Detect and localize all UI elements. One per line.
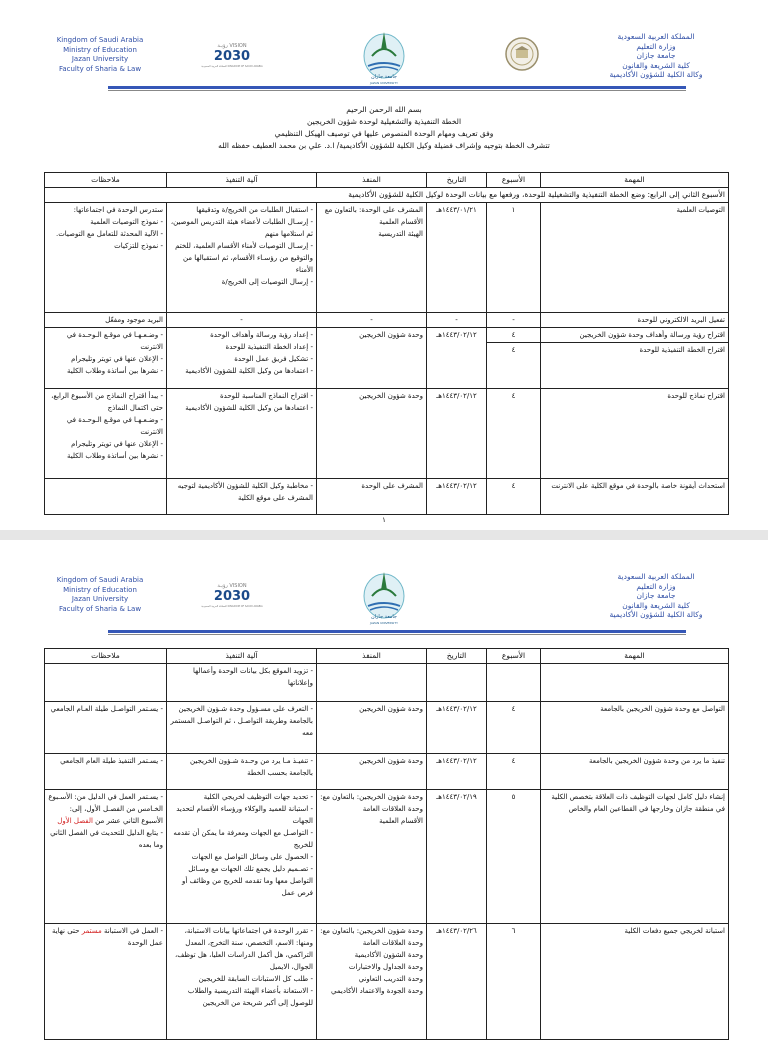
document-page-2 bbox=[0, 540, 768, 1024]
header-line: Kingdom of Saudi Arabia bbox=[56, 36, 144, 44]
jazan-logo-sub: JAZAN UNIVERSITY bbox=[369, 81, 399, 85]
col-task-header: المهمة bbox=[541, 649, 729, 664]
cell-executor bbox=[317, 664, 427, 702]
page-gap bbox=[0, 530, 768, 540]
cell-week: ٤ bbox=[487, 343, 541, 389]
header-arabic-text bbox=[596, 572, 716, 620]
jazan-logo-text: جامعة جازان bbox=[370, 614, 398, 620]
cell-line: وحدة الجداول والاختبارات bbox=[348, 963, 423, 971]
cell-mechanism: - تنفيـذ مـا يرد من وحـدة شـؤون الخريجين بالجامعة بحسب الخطة bbox=[167, 754, 317, 790]
cell-line: - نشرها بين أساتذة وطلاب الكلية bbox=[67, 452, 163, 460]
cell-line bbox=[48, 925, 163, 949]
vision-number: 2030 bbox=[213, 49, 251, 64]
cell-task: التواصل مع وحدة شؤون الخريجين بالجامعة bbox=[541, 702, 729, 754]
cell-line: - يتابع الدليل للتحديث في الفصل الثاني وما بعده bbox=[50, 829, 163, 849]
cell-line: - التواصـل مع الجهات ومعرفة ما يمكن أن تقدمه للخريج bbox=[173, 829, 313, 849]
cell-line: - تشكيل فريق عمل الوحدة bbox=[234, 355, 313, 363]
cell-executor: - bbox=[317, 313, 427, 328]
table-header-row bbox=[45, 173, 729, 188]
cell-week: - bbox=[487, 313, 541, 328]
cell-date: ١٤٤٣/٠٢/١٢هـ bbox=[427, 702, 487, 754]
cell-week bbox=[487, 664, 541, 702]
cell-mechanism bbox=[167, 203, 317, 313]
table-row bbox=[45, 328, 729, 343]
col-notes-header: ملاحظات bbox=[45, 649, 167, 664]
cell-task: تفعيل البريد الالكتروني للوحدة bbox=[541, 313, 729, 328]
cell-line: الأقسام العلمية bbox=[379, 218, 423, 226]
cell-week: ٤ bbox=[487, 702, 541, 754]
cell-task: اقتراح رؤية ورسالة وأهداف وحدة شؤون الخريجين bbox=[541, 328, 729, 343]
cell-notes bbox=[45, 664, 167, 702]
header-line: Faculty of Sharia & Law bbox=[58, 604, 142, 613]
table-span-row bbox=[45, 188, 729, 203]
plan-supervision: تتشرف الخطة بتوجيه وإشراف فضيلة وكيل الكلية للشؤون الأكاديمية/ ا.د. علي بن محمد العطيف حفظه الله bbox=[218, 141, 550, 150]
header-line: كلية الشريعة والقانون bbox=[622, 600, 690, 610]
cell-line: - يبدأ اقتراح النماذج من الأسبوع الرابع، حتى اكتمال النماذج bbox=[51, 392, 163, 412]
cell-line: وحدة العلاقات العامة bbox=[362, 805, 423, 813]
table-row bbox=[45, 479, 729, 515]
faculty-seal-logo bbox=[504, 36, 540, 72]
col-mechanism-header: آلية التنفيذ bbox=[167, 173, 317, 188]
header-line: Faculty of Sharia & Law bbox=[58, 64, 142, 73]
col-date-header: التاريخ bbox=[427, 649, 487, 664]
cell-line: - نموذج للتزكيات bbox=[114, 242, 163, 250]
table-row bbox=[45, 313, 729, 328]
header-line: جامعة جازان bbox=[636, 591, 676, 600]
cell-line: - إرسـال التوصيات لأمناء الأقسام العلمية، للختم والتوقيع من رؤسـاء الأقسام، ثم استقبالها من الأمناء bbox=[175, 242, 313, 274]
cell-line: ستدرس الوحدة في اجتماعاتها: bbox=[73, 206, 163, 214]
cell-week: ٤ bbox=[487, 754, 541, 790]
col-week-header: الأسبوع bbox=[487, 649, 541, 664]
cell-date: - bbox=[427, 313, 487, 328]
cell-line: - تقرر الوحدة في اجتماعاتها بيانات الاستبانة، ومنها: الاسم، التخصص، سنة التخرج، المعدل التراكمي، هل أكمل الدراسات العليا، هل توظف، الجوال، الايميل bbox=[174, 927, 313, 971]
cell-line: - الإعلان عنها في تويتر وتليجرام bbox=[71, 440, 163, 448]
table-row bbox=[45, 203, 729, 313]
vision-label: رؤيـة VISION bbox=[217, 43, 247, 49]
cell-line: - استقبال الطلبات من الخريج/ة وتدقيقها bbox=[196, 206, 313, 214]
cell-line: - إرسـال الطلبات لأعضاء هيئة التدريس الموصين، ثم استلامها منهم bbox=[170, 218, 313, 238]
table-row bbox=[45, 924, 729, 1040]
note-text: - يسـتمر العمل في الدليل من: الأسـبوع الخـامس من الفصـل الأول، إلى: الأسبوع الثاني عشر من bbox=[48, 793, 163, 825]
cell-mechanism bbox=[167, 328, 317, 389]
cell-notes bbox=[45, 389, 167, 479]
col-task-header: المهمة bbox=[541, 173, 729, 188]
cell-notes: البريد موجود ومفعّل bbox=[45, 313, 167, 328]
vision-2030-logo bbox=[201, 580, 263, 610]
col-date-header: التاريخ bbox=[427, 173, 487, 188]
cell-line: - الحصول على وسائل التواصل مع الجهات bbox=[191, 853, 313, 861]
table-row bbox=[45, 790, 729, 924]
page-number: ١ bbox=[382, 516, 386, 524]
cell-line: - إرسال التوصيات إلى الخريج/ة bbox=[221, 278, 313, 286]
note-highlight: الفصل الأول bbox=[57, 817, 93, 825]
cell-line bbox=[48, 791, 163, 827]
cell-notes bbox=[45, 479, 167, 515]
cell-executor bbox=[317, 203, 427, 313]
col-week-header: الأسبوع bbox=[487, 173, 541, 188]
cell-line: - تصـميم دليل يجمع تلك الجهات مع وسـائل التواصل معها وما تقدمه للخريج من وظائف أو فرص عمل bbox=[182, 865, 313, 897]
plan-title: الخطة التنفيذية والتشغيلية لوحدة شؤون الخريجين bbox=[306, 117, 462, 126]
cell-executor: وحدة شؤون الخريجين bbox=[317, 389, 427, 479]
jazan-logo-text: جامعة جازان bbox=[370, 74, 398, 80]
cell-line: - تحديد جهات التوظيف لخريجي الكلية bbox=[203, 793, 313, 801]
cell-executor bbox=[317, 790, 427, 924]
page-header bbox=[0, 0, 768, 100]
cell-line: - الآلية المحدثة للتعامل مع التوصيات. bbox=[55, 230, 163, 238]
basmala: بسم الله الرحمن الرحيم bbox=[346, 105, 422, 114]
page-header bbox=[0, 540, 768, 640]
cell-line: - الاستعانة بأعضاء الهيئة التدريسية والطلاب للوصول إلى أكبر شريحة من الخريجين bbox=[187, 987, 313, 1007]
col-executor-header: المنفذ bbox=[317, 649, 427, 664]
cell-line: - الإعلان عنها في تويتر وتليجرام bbox=[71, 355, 163, 363]
cell-week: ٤ bbox=[487, 389, 541, 479]
cell-line: - نموذج التوصيات العلمية bbox=[90, 218, 163, 226]
header-line: وزارة التعليم bbox=[636, 581, 676, 591]
header-rule-thin bbox=[108, 90, 686, 91]
cell-notes bbox=[45, 328, 167, 389]
header-rule bbox=[108, 86, 686, 89]
cell-executor: المشرف على الوحدة bbox=[317, 479, 427, 515]
table-row bbox=[45, 754, 729, 790]
cell-notes bbox=[45, 203, 167, 313]
cell-task bbox=[541, 664, 729, 702]
cell-week: ٥ bbox=[487, 790, 541, 924]
header-line: جامعة جازان bbox=[636, 51, 676, 60]
cell-week: ٦ bbox=[487, 924, 541, 1040]
header-rule bbox=[108, 630, 686, 633]
vision-sub: المملكة العربية السعودية KINGDOM OF SAUDI ARABIA bbox=[201, 605, 263, 608]
cell-line: المشرف على الوحدة: بالتعاون مع bbox=[324, 206, 423, 214]
cell-task: استحداث أيقونة خاصة بالوحدة في موقع الكلية على الانترنت bbox=[541, 479, 729, 515]
header-line: Ministry of Education bbox=[63, 45, 137, 54]
cell-mechanism bbox=[167, 790, 317, 924]
cell-task: استبانة لخريجي جميع دفعات الكلية bbox=[541, 924, 729, 1040]
cell-task: إنشاء دليل كامل لجهات التوظيف ذات العلاقة بتخصص الكلية في منطقة جازان وخارجها في القطاعين العام والخاص bbox=[541, 790, 729, 924]
cell-mechanism: - التعرف على مسـؤول وحدة شـؤون الخريجين بالجامعة وطريقة التواصـل ، ثم التواصـل المستمر معه bbox=[167, 702, 317, 754]
cell-task: اقتراح نماذج للوحدة bbox=[541, 389, 729, 479]
cell-mechanism: - تزويد الموقع بكل بيانات الوحدة وأعمالها وإعلاناتها bbox=[167, 664, 317, 702]
cell-line: الأقسام العلمية bbox=[379, 817, 423, 825]
cell-date bbox=[427, 664, 487, 702]
cell-date: ١٤٤٣/٠١/٢١هـ bbox=[427, 203, 487, 313]
cell-task: اقتراح الخطة التنفيذية للوحدة bbox=[541, 343, 729, 389]
jazan-university-logo bbox=[358, 26, 410, 86]
cell-notes bbox=[45, 924, 167, 1040]
vision-label: رؤيـة VISION bbox=[217, 583, 247, 589]
cell-line: - وضـعـهـا في موقـع الـوحـدة في الانترنت bbox=[66, 331, 163, 351]
vision-number: 2030 bbox=[213, 589, 251, 604]
cell-date: ١٤٤٣/٠٢/١٢هـ bbox=[427, 328, 487, 389]
cell-line: - إعداد الخطة التنفيذية للوحدة bbox=[225, 343, 313, 351]
jazan-university-logo bbox=[358, 566, 410, 626]
cell-line: وحدة التدريب التعاوني bbox=[358, 975, 423, 983]
cell-line: - اعتمادها من وكيل الكلية للشؤون الأكاديمية bbox=[185, 367, 313, 375]
plan-table-page-1 bbox=[44, 172, 729, 515]
header-line: وزارة التعليم bbox=[636, 41, 676, 51]
cell-line: - اعتمادها من وكيل الكلية للشؤون الأكاديمية bbox=[185, 404, 313, 412]
note-text: - العمل في الاستبانة bbox=[101, 927, 163, 935]
header-english-text bbox=[40, 576, 160, 614]
intro-block bbox=[0, 104, 768, 152]
cell-executor: وحدة شؤون الخريجين bbox=[317, 328, 427, 389]
col-notes-header: ملاحظات bbox=[45, 173, 167, 188]
cell-week: ٤ bbox=[487, 479, 541, 515]
cell-line: وحدة شؤون الخريجين: بالتعاون مع: bbox=[320, 927, 423, 935]
cell-line: وحدة الشؤون الأكاديمية bbox=[354, 951, 423, 959]
cell-line: - إعداد رؤية ورسالة وأهداف الوحدة bbox=[210, 331, 313, 339]
cell-line: الهيئة التدريسية bbox=[378, 230, 423, 238]
header-arabic-text bbox=[596, 32, 716, 80]
cell-line: - وضـعـهـا في موقـع الـوحـدة في الانترنت bbox=[66, 416, 163, 436]
header-line: وكالة الكلية للشؤون الأكاديمية bbox=[609, 70, 703, 79]
cell-line: - نشرها بين أساتذة وطلاب الكلية bbox=[67, 367, 163, 375]
header-line: Kingdom of Saudi Arabia bbox=[56, 576, 144, 584]
cell-week: ٤ bbox=[487, 328, 541, 343]
cell-executor bbox=[317, 924, 427, 1040]
header-line: المملكة العربية السعودية bbox=[617, 572, 695, 581]
cell-date: ١٤٤٣/٠٢/١٢هـ bbox=[427, 389, 487, 479]
cell-line: - استبانة للعميد والوكلاء ورؤساء الأقسام لتحديد الجهات bbox=[176, 805, 313, 825]
cell-notes: - يسـتمر التواصـل طيلة العـام الجامعي bbox=[45, 702, 167, 754]
header-line: Jazan University bbox=[71, 595, 129, 603]
cell-line: - طلب كل الاستبانات السابقة للخريجين bbox=[198, 975, 313, 983]
cell-date: ١٤٤٣/٠٢/٢٦هـ bbox=[427, 924, 487, 1040]
cell-task: التوصيات العلمية bbox=[541, 203, 729, 313]
plan-table-page-2 bbox=[44, 648, 729, 1040]
plan-subtitle: وفق تعريف ومهام الوحدة المنصوص عليها في توصيف الهيكل التنظيمي bbox=[274, 129, 494, 138]
cell-mechanism bbox=[167, 924, 317, 1040]
cell-mechanism bbox=[167, 389, 317, 479]
cell-week: ١ bbox=[487, 203, 541, 313]
cell-date: ١٤٤٣/٠٢/١٩هـ bbox=[427, 790, 487, 924]
header-rule-thin bbox=[108, 634, 686, 635]
table-row bbox=[45, 702, 729, 754]
header-line: Ministry of Education bbox=[63, 585, 137, 594]
cell-line: وحدة العلاقات العامة bbox=[362, 939, 423, 947]
col-executor-header: المنفذ bbox=[317, 173, 427, 188]
vision-2030-logo bbox=[201, 40, 263, 70]
cell-line: وحدة الجودة والاعتماد الأكاديمي bbox=[331, 987, 423, 995]
header-line: المملكة العربية السعودية bbox=[617, 32, 695, 41]
note-highlight: مستمر bbox=[81, 927, 102, 935]
table-row bbox=[45, 389, 729, 479]
cell-executor: وحدة شؤون الخريجين bbox=[317, 702, 427, 754]
header-line: Jazan University bbox=[71, 55, 129, 63]
cell-task: تنفيذ ما يرد من وحدة شؤون الخريجين بالجامعة bbox=[541, 754, 729, 790]
cell-line: - اقتراح النماذج المناسبة للوحدة bbox=[220, 392, 313, 400]
table-row bbox=[45, 664, 729, 702]
span-row-text: الأسبوع الثاني إلى الرابع: وضع الخطة التنفيذية والتشغيلية للوحدة، ورفعها مع بيانات الوحدة لوكيل الكلية للشؤون الأكاديمية bbox=[45, 188, 729, 203]
cell-notes bbox=[45, 790, 167, 924]
jazan-logo-sub: JAZAN UNIVERSITY bbox=[369, 621, 399, 625]
table-header-row bbox=[45, 649, 729, 664]
cell-executor: وحدة شؤون الخريجين bbox=[317, 754, 427, 790]
cell-notes: - يسـتمر التنفيذ طيلة العام الجامعي bbox=[45, 754, 167, 790]
cell-date: ١٤٤٣/٠٢/١٢هـ bbox=[427, 754, 487, 790]
cell-date: ١٤٤٣/٠٢/١٢هـ bbox=[427, 479, 487, 515]
cell-mechanism: - مخاطبة وكيل الكلية للشؤون الأكاديمية لتوجيه المشرف على موقع الكلية bbox=[167, 479, 317, 515]
header-line: كلية الشريعة والقانون bbox=[622, 60, 690, 70]
header-line: وكالة الكلية للشؤون الأكاديمية bbox=[609, 610, 703, 619]
note-text: حتى نهاية عمل الوحدة bbox=[51, 927, 163, 947]
col-mechanism-header: آلية التنفيذ bbox=[167, 649, 317, 664]
cell-mechanism: - bbox=[167, 313, 317, 328]
header-english-text bbox=[40, 36, 160, 74]
cell-line: وحدة شؤون الخريجين: بالتعاون مع: bbox=[320, 793, 423, 801]
vision-sub: المملكة العربية السعودية KINGDOM OF SAUDI ARABIA bbox=[201, 65, 263, 68]
